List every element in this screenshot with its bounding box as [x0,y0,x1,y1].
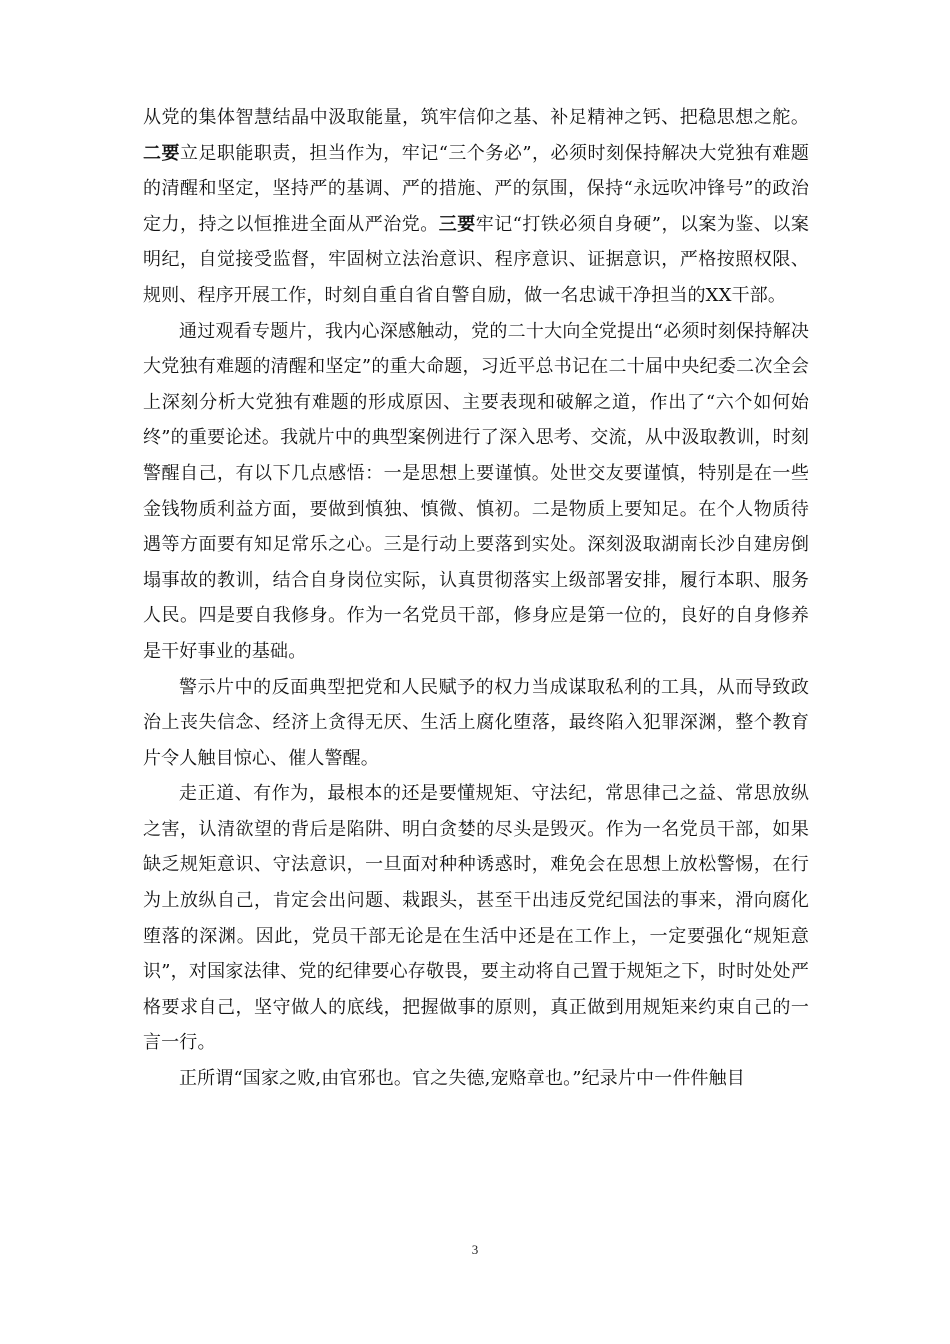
paragraph-text: 立足职能职责，担当作为，牢记“三个务必”，必须时刻保持解决大党独有难题的清醒和坚定，坚持严的基调、严的措施、严的氛围，保持“永远吹冲锋号”的政治定力，持之以恒推进全面从严治党。 [143,142,809,235]
paragraph-text: 正所谓“国家之败,由官邪也。官之失德,宠赂章也。”纪录片中一件件触目 [179,1068,745,1090]
paragraph [143,776,809,1061]
paragraph [143,314,809,670]
emphasis-text: 二要 [143,142,180,164]
paragraph-text: 从党的集体智慧结晶中汲取能量，筑牢信仰之基、补足精神之钙、把稳思想之舵。 [143,107,809,128]
paragraph [143,670,809,777]
document-body [143,100,809,1097]
paragraph-text: 走正道、有作为，最根本的还是要懂规矩、守法纪，常思律己之益、常思放纵之害，认清欲望的背后是陷阱、明白贪婪的尽头是毁灭。作为一名党员干部，如果缺乏规矩意识、守法意识，一旦面对种种诱惑时，难免会在思想上放松警惕，在行为上放纵自己，肯定会出问题、栽跟头，甚至干出违反党纪国法的事来，滑向腐化堕落的深渊。因此，党员干部无论是在生活中还是在工作上，一定要强化“规矩意识”，对国家法律、党的纪律要心存敬畏，要主动将自己置于规矩之下，时时处处严格要求自己，坚守做人的底线，把握做事的原则，真正做到用规矩来约束自己的一言一行。 [143,783,809,1054]
paragraph [143,100,809,314]
paragraph-text: 通过观看专题片，我内心深感触动，党的二十大向全党提出“必须时刻保持解决大党独有难题的清醒和坚定”的重大命题，习近平总书记在二十届中央纪委二次全会上深刻分析大党独有难题的形成原因、主要表现和破解之道，作出了“六个如何始终”的重要论述。我就片中的典型案例进行了深入思考、交流，从中汲取教训，时刻警醒自己，有以下几点感悟：一是思想上要谨慎。处世交友要谨慎，特别是在一些金钱物质利益方面，要做到慎独、慎微、慎初。二是物质上要知足。在个人物质待遇等方面要有知足常乐之心。三是行动上要落到实处。深刻汲取湖南长沙自建房倒塌事故的教训，结合自身岗位实际，认真贯彻落实上级部署安排，履行本职、服务人民。四是要自我修身。作为一名党员干部，修身应是第一位的，良好的自身修养是干好事业的基础。 [143,320,809,662]
paragraph-text: 牢记“打铁必须自身硬”，以案为鉴、以案明纪，自觉接受监督，牢固树立法治意识、程序意识、证据意识，严格按照权限、规则、程序开展工作，时刻自重自省自警自励，做一名忠诚干净担当的XX干部。 [143,213,809,306]
page-number: 3 [471,1242,479,1257]
emphasis-text: 三要 [438,213,476,235]
paragraph [143,1061,809,1097]
paragraph-text: 警示片中的反面典型把党和人民赋予的权力当成谋取私利的工具，从而导致政治上丧失信念、经济上贪得无厌、生活上腐化堕落，最终陷入犯罪深渊，整个教育片令人触目惊心、催人警醒。 [143,676,809,769]
